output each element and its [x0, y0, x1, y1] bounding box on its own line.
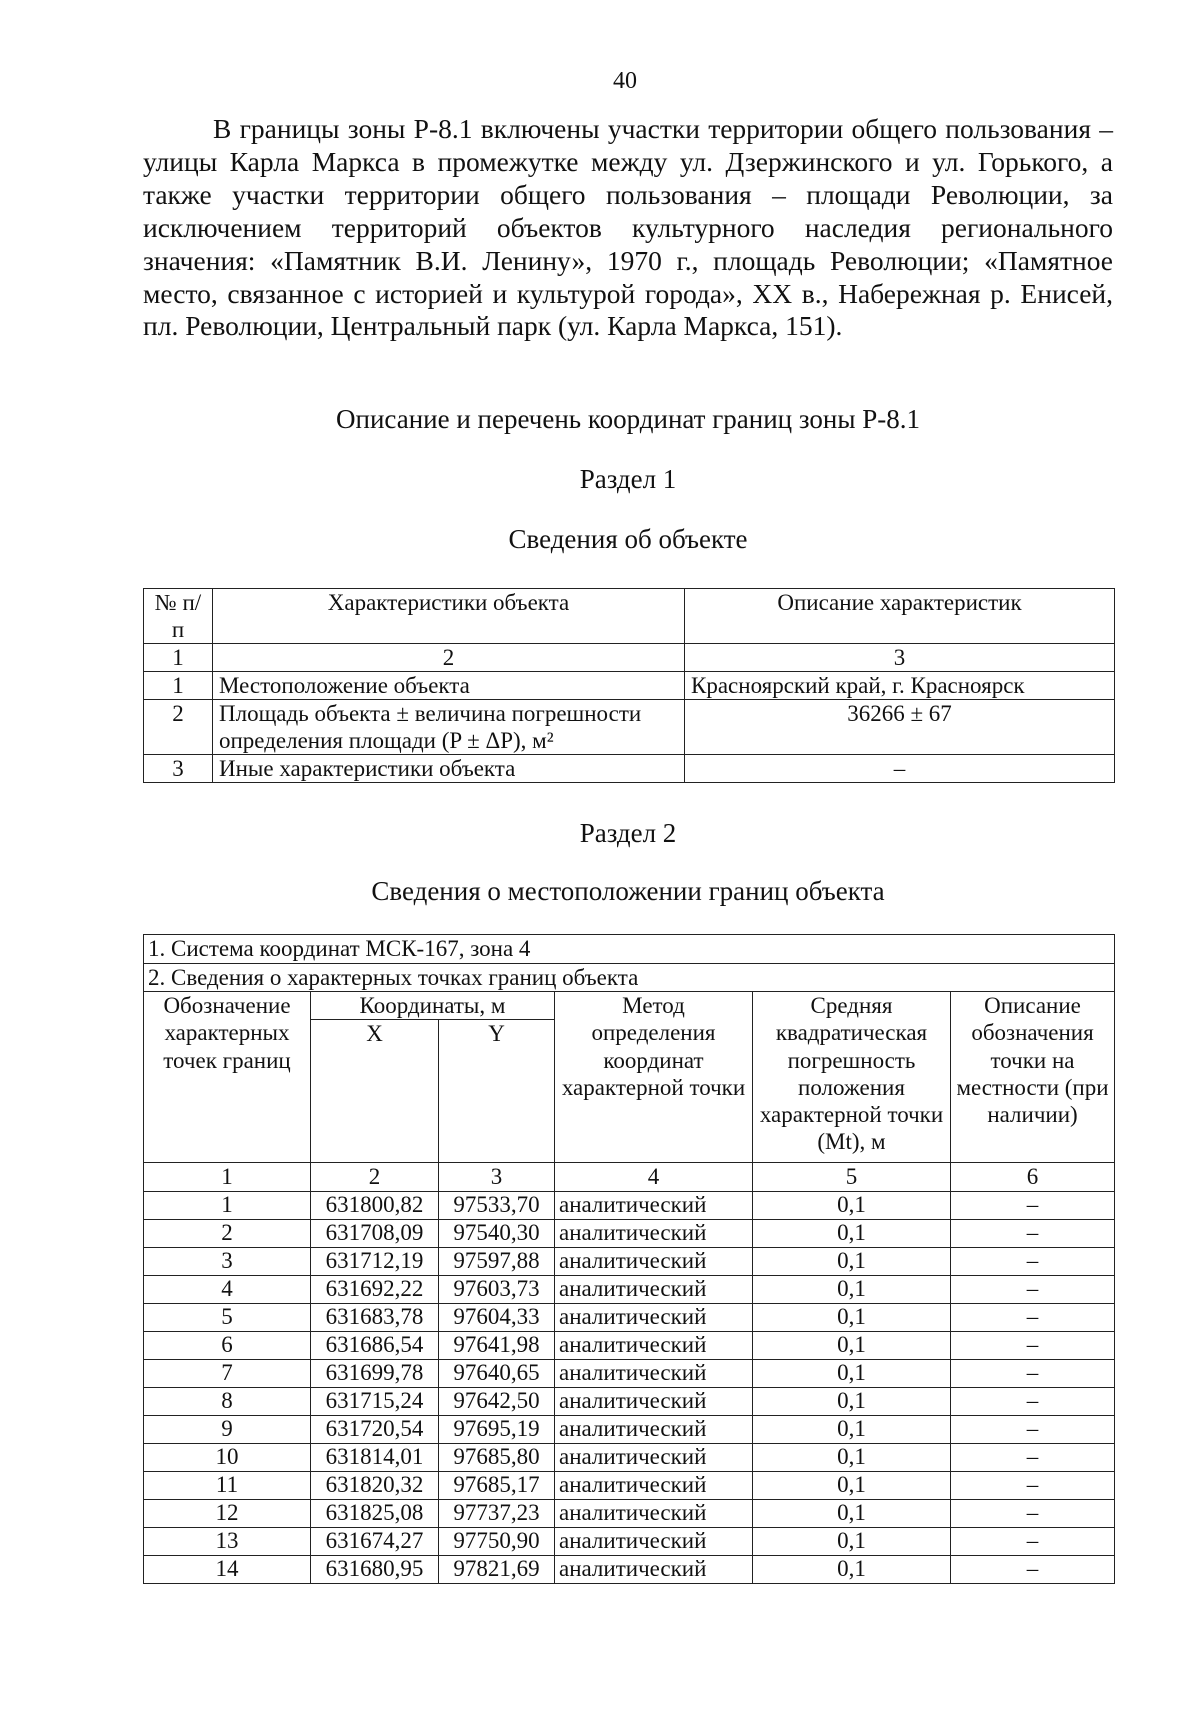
- point-number: 2: [144, 1220, 311, 1248]
- coord-y: 97603,73: [439, 1276, 555, 1304]
- point-description: –: [951, 1472, 1115, 1500]
- method: аналитический: [555, 1360, 753, 1388]
- section2-subheading: Сведения о местоположении границ объекта: [371, 876, 885, 906]
- section1-subheading: Сведения об объекте: [508, 524, 748, 554]
- table-row: [144, 1276, 1115, 1304]
- coord-x: 631686,54: [311, 1332, 439, 1360]
- method: аналитический: [555, 1276, 753, 1304]
- table-row: [144, 1332, 1115, 1360]
- column-number: 3: [685, 644, 1115, 672]
- point-number: 5: [144, 1304, 311, 1332]
- method: аналитический: [555, 1528, 753, 1556]
- table-row: [144, 755, 1115, 783]
- mean-error: 0,1: [753, 1192, 951, 1220]
- coord-y: 97640,65: [439, 1360, 555, 1388]
- coord-y: 97695,19: [439, 1416, 555, 1444]
- mean-error: 0,1: [753, 1500, 951, 1528]
- coord-y: 97641,98: [439, 1332, 555, 1360]
- point-description: –: [951, 1444, 1115, 1472]
- mean-error: 0,1: [753, 1472, 951, 1500]
- point-number: 9: [144, 1416, 311, 1444]
- point-number: 4: [144, 1276, 311, 1304]
- mean-error: 0,1: [753, 1556, 951, 1584]
- coord-y: 97597,88: [439, 1248, 555, 1276]
- table-row: [144, 1528, 1115, 1556]
- table-row: [144, 1192, 1115, 1220]
- point-number: 12: [144, 1500, 311, 1528]
- table-header-row: [144, 589, 1115, 644]
- coord-y: 97685,80: [439, 1444, 555, 1472]
- point-number: 7: [144, 1360, 311, 1388]
- column-number: 1: [144, 1163, 311, 1192]
- method: аналитический: [555, 1556, 753, 1584]
- point-description: –: [951, 1304, 1115, 1332]
- point-number: 11: [144, 1472, 311, 1500]
- points-title: 2. Сведения о характерных точках границ объекта: [144, 963, 1115, 992]
- coord-y: 97750,90: [439, 1528, 555, 1556]
- mean-error: 0,1: [753, 1528, 951, 1556]
- point-number: 1: [144, 1192, 311, 1220]
- point-description: –: [951, 1388, 1115, 1416]
- mean-error: 0,1: [753, 1304, 951, 1332]
- coord-x: 631674,27: [311, 1528, 439, 1556]
- table-row: [144, 1220, 1115, 1248]
- table-row: [144, 1388, 1115, 1416]
- coord-y: 97604,33: [439, 1304, 555, 1332]
- row-number: 1: [144, 672, 213, 700]
- table-row: [144, 1500, 1115, 1528]
- object-info-table: [143, 588, 1115, 783]
- coord-x: 631683,78: [311, 1304, 439, 1332]
- point-description: –: [951, 1248, 1115, 1276]
- mean-error: 0,1: [753, 1388, 951, 1416]
- header-designation: Обозначение характерных точек границ: [144, 992, 311, 1163]
- coord-x: 631715,24: [311, 1388, 439, 1416]
- coordinate-system: 1. Система координат МСК-167, зона 4: [144, 935, 1115, 964]
- coord-y: 97533,70: [439, 1192, 555, 1220]
- point-number: 3: [144, 1248, 311, 1276]
- point-description: –: [951, 1528, 1115, 1556]
- characteristic-name: Площадь объекта ± величина погрешности определения площади (P ± ΔP), м²: [213, 700, 685, 755]
- point-description: –: [951, 1416, 1115, 1444]
- column-number: 2: [213, 644, 685, 672]
- table-row: [144, 1472, 1115, 1500]
- coord-x: 631712,19: [311, 1248, 439, 1276]
- characteristic-value: Красноярский край, г. Красноярск: [685, 672, 1115, 700]
- method: аналитический: [555, 1248, 753, 1276]
- section2-heading: Раздел 2: [579, 818, 677, 848]
- method: аналитический: [555, 1444, 753, 1472]
- mean-error: 0,1: [753, 1416, 951, 1444]
- method: аналитический: [555, 1192, 753, 1220]
- coord-x: 631814,01: [311, 1444, 439, 1472]
- method: аналитический: [555, 1220, 753, 1248]
- intro-paragraph: В границы зоны Р-8.1 включены участки территории общего пользования – улицы Карла Маркса в промежутке между ул. Дзержинского и ул. Горького, а также участки территории общего пользования – площади Революции, за исключением территорий объектов культурного наследия регионального значения: «Памятник В.И. Ленину», 1970 г., площадь Революции; «Памятное место, связанное с историей и культурой города», XX в., Набережная р. Енисей, пл. Революции, Центральный парк (ул. Карла Маркса, 151).: [143, 113, 1113, 342]
- column-header: № п/п: [144, 589, 213, 644]
- point-number: 8: [144, 1388, 311, 1416]
- point-description: –: [951, 1276, 1115, 1304]
- column-number-row: [144, 644, 1115, 672]
- document-title: Описание и перечень координат границ зоны Р-8.1: [336, 404, 920, 434]
- mean-error: 0,1: [753, 1276, 951, 1304]
- header-description: Описание обозначения точки на местности (при наличии): [951, 992, 1115, 1163]
- table-row: [144, 672, 1115, 700]
- coord-x: 631820,32: [311, 1472, 439, 1500]
- point-description: –: [951, 1556, 1115, 1584]
- page-number: 40: [613, 68, 637, 94]
- point-description: –: [951, 1220, 1115, 1248]
- coord-y: 97821,69: [439, 1556, 555, 1584]
- coord-y: 97737,23: [439, 1500, 555, 1528]
- characteristic-name: Иные характеристики объекта: [213, 755, 685, 783]
- point-description: –: [951, 1192, 1115, 1220]
- coord-y: 97642,50: [439, 1388, 555, 1416]
- coord-x: 631692,22: [311, 1276, 439, 1304]
- coord-x: 631699,78: [311, 1360, 439, 1388]
- coord-x: 631825,08: [311, 1500, 439, 1528]
- table-row: [144, 1360, 1115, 1388]
- characteristic-value: –: [685, 755, 1115, 783]
- row-number: 3: [144, 755, 213, 783]
- method: аналитический: [555, 1388, 753, 1416]
- mean-error: 0,1: [753, 1444, 951, 1472]
- column-number: 1: [144, 644, 213, 672]
- column-number: 5: [753, 1163, 951, 1192]
- point-description: –: [951, 1500, 1115, 1528]
- column-number: 2: [311, 1163, 439, 1192]
- characteristic-value: 36266 ± 67: [685, 700, 1115, 755]
- coord-x: 631800,82: [311, 1192, 439, 1220]
- header-coordinates: Координаты, м: [311, 992, 555, 1020]
- mean-error: 0,1: [753, 1220, 951, 1248]
- point-number: 10: [144, 1444, 311, 1472]
- coord-x: 631680,95: [311, 1556, 439, 1584]
- boundary-points-table: [143, 934, 1115, 1584]
- method: аналитический: [555, 1472, 753, 1500]
- table-row: [144, 1416, 1115, 1444]
- coord-x: 631720,54: [311, 1416, 439, 1444]
- point-number: 14: [144, 1556, 311, 1584]
- table-row: [144, 1248, 1115, 1276]
- point-number: 6: [144, 1332, 311, 1360]
- table-row: [144, 1444, 1115, 1472]
- method: аналитический: [555, 1416, 753, 1444]
- mean-error: 0,1: [753, 1332, 951, 1360]
- table-row: [144, 1556, 1115, 1584]
- method: аналитический: [555, 1304, 753, 1332]
- table-row: [144, 1304, 1115, 1332]
- row-number: 2: [144, 700, 213, 755]
- method: аналитический: [555, 1332, 753, 1360]
- column-number: 6: [951, 1163, 1115, 1192]
- header-x: X: [311, 1020, 439, 1163]
- mean-error: 0,1: [753, 1360, 951, 1388]
- coord-y: 97540,30: [439, 1220, 555, 1248]
- column-header: Характеристики объекта: [213, 589, 685, 644]
- point-description: –: [951, 1360, 1115, 1388]
- point-description: –: [951, 1332, 1115, 1360]
- column-number: 3: [439, 1163, 555, 1192]
- method: аналитический: [555, 1500, 753, 1528]
- header-y: Y: [439, 1020, 555, 1163]
- header-method: Метод определения координат характерной точки: [555, 992, 753, 1163]
- table-row: [144, 700, 1115, 755]
- column-number: 4: [555, 1163, 753, 1192]
- coord-y: 97685,17: [439, 1472, 555, 1500]
- points-body: [144, 1192, 1115, 1584]
- header-error: Средняя квадратическая погрешность положения характерной точки (Mt), м: [753, 992, 951, 1163]
- point-number: 13: [144, 1528, 311, 1556]
- section1-heading: Раздел 1: [579, 464, 677, 494]
- characteristic-name: Местоположение объекта: [213, 672, 685, 700]
- column-header: Описание характеристик: [685, 589, 1115, 644]
- mean-error: 0,1: [753, 1248, 951, 1276]
- coord-x: 631708,09: [311, 1220, 439, 1248]
